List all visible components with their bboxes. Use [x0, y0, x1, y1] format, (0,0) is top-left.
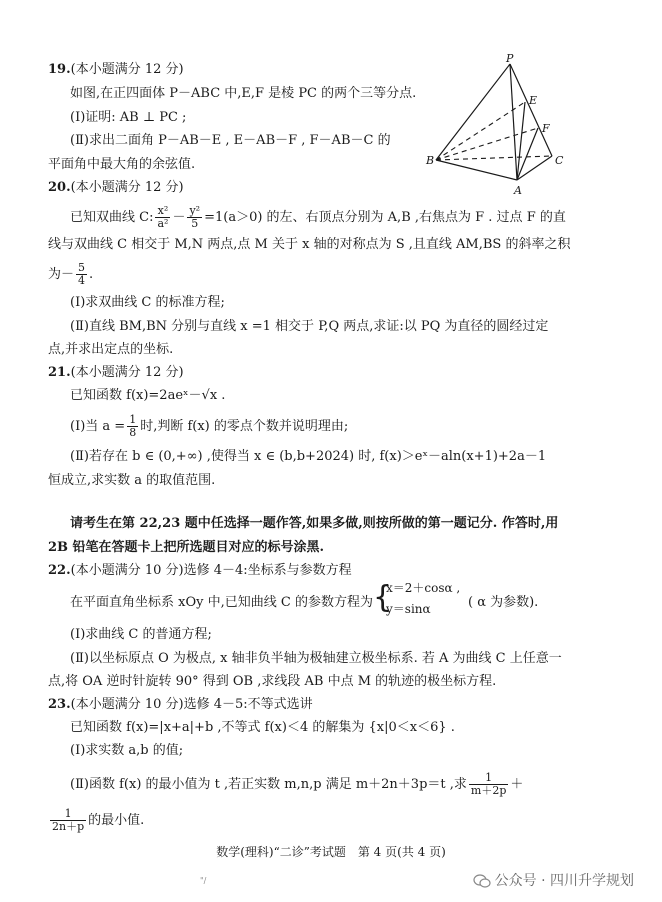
- q23-line-1: 已知函数 f(x)=|x+a|+b ,不等式 f(x)＜4 的解集为 {x|0＜x＜6} .: [70, 720, 455, 735]
- q22-part-2: (Ⅱ)以坐标原点 O 为极点, x 轴非负半轴为极轴建立极坐标系. 若 A 为曲线 C 上任意一: [70, 651, 562, 666]
- q20-header: 20.(本小题满分 12 分): [48, 180, 184, 195]
- q20-part-1: (Ⅰ)求双曲线 C 的标准方程;: [70, 295, 225, 310]
- q22-line-4: 点,将 OA 逆时针旋转 90° 得到 OB ,求线段 AB 中点 M 的轨迹的极坐标方程.: [48, 674, 497, 689]
- q19-line-4: 平面角中最大角的余弦值.: [48, 157, 196, 172]
- edge-pc: [510, 64, 552, 156]
- page-footer: 数学(理科)“二诊”考试题 第 4 页(共 4 页): [216, 845, 446, 859]
- q23-line-4: $\frac{1}{2n+p}$ 的最小值.: [52, 807, 145, 833]
- watermark: [473, 870, 634, 890]
- q20-line-2: 线与双曲线 C 相交于 M,N 两点,点 M 关于 x 轴的对称点为 S ,且直线 AM,BS 的斜率之积: [48, 237, 571, 252]
- q19-line-1: 如图,在正四面体 P－ABC 中,E,F 是棱 PC 的两个三等分点.: [70, 86, 417, 101]
- q20-line-3: 为－ $\frac{5}{4}$ .: [48, 261, 94, 287]
- q20-part-2: (Ⅱ)直线 BM,BN 分别与直线 x =1 相交于 P,Q 两点,求证:以 PQ 为直径的圆经过定: [70, 319, 549, 334]
- q21-header: 21.(本小题满分 12 分): [48, 365, 184, 380]
- edge-pa: [510, 64, 517, 180]
- label-a: A: [514, 184, 522, 197]
- q23-part-2: (Ⅱ)函数 f(x) 的最小值为 t ,若正实数 m,n,p 满足 m＋2n＋3p＝t ,求 $\frac{1}{m+2p}$ ＋: [70, 771, 524, 797]
- q23-header: 23.(本小题满分 10 分)选修 4－5:不等式选讲: [48, 697, 313, 712]
- edge-bf-dashed: [436, 128, 538, 160]
- tetrahedron-figure: [428, 52, 578, 200]
- label-f: F: [542, 122, 550, 135]
- q19-part-1: (Ⅰ)证明: AB ⊥ PC ;: [70, 110, 187, 125]
- choice-notice-line-1: 请考生在第 22,23 题中任选择一题作答,如果多做,则按所做的第一题记分. 作答时,用: [70, 516, 559, 531]
- q22-system-1: x＝2＋cosα ,: [386, 581, 461, 595]
- q22-header: 22.(本小题满分 10 分)选修 4－4:坐标系与参数方程: [48, 563, 352, 578]
- label-c: C: [555, 154, 564, 167]
- q22-brace: {: [373, 580, 393, 615]
- label-e: E: [529, 94, 538, 107]
- label-p: P: [506, 52, 514, 65]
- q21-part-2: (Ⅱ)若存在 b ∈ (0,+∞) ,使得当 x ∈ (b,b+2024) 时, f(x)＞eˣ－aln(x+1)+2a－1: [70, 449, 547, 464]
- q22-line-1a: 在平面直角坐标系 xOy 中,已知曲线 C 的参数方程为: [70, 595, 373, 610]
- q20-line-6: 点,并求出定点的坐标.: [48, 342, 174, 357]
- q22-system-2: y＝sinα: [386, 602, 431, 616]
- edge-bc-dashed: [436, 156, 552, 160]
- wechat-icon: [473, 874, 491, 888]
- q22-part-1: (Ⅰ)求曲线 C 的普通方程;: [70, 627, 212, 642]
- q23-part-1: (Ⅰ)求实数 a,b 的值;: [70, 743, 184, 758]
- q22-line-1b: ( α 为参数).: [468, 595, 539, 610]
- q21-line-4: 恒成立,求实数 a 的取值范围.: [48, 473, 216, 488]
- choice-notice-line-2: 2B 铅笔在答题卡上把所选题目对应的标号涂黑.: [48, 540, 325, 555]
- q21-line-1: 已知函数 f(x)=2aeˣ－√x .: [70, 388, 226, 403]
- q21-part-1: (Ⅰ)当 a = $\frac{1}{8}$ 时,判断 f(x) 的零点个数并说明理由;: [70, 413, 349, 439]
- edge-ae: [517, 102, 525, 180]
- watermark-text: 公众号 · 四川升学规划: [494, 873, 634, 889]
- q20-line-1: 已知双曲线 C: $\frac{\text{x²}}{\text{a²}}$ － $\frac{\text{y²}}{5}$ =1(a＞0) 的左、右顶点分别为 A,B ,右焦点为 F . 过点 F 的直: [70, 204, 566, 230]
- edge-be-dashed: [436, 102, 525, 160]
- scan-mark: "/: [200, 876, 207, 885]
- edge-pb: [436, 64, 510, 160]
- label-b: B: [426, 154, 435, 167]
- q19-part-2: (Ⅱ)求出二面角 P－AB－E , E－AB－F , F－AB－C 的: [70, 133, 391, 148]
- q19-header: 19.(本小题满分 12 分): [48, 62, 184, 77]
- edge-ba: [436, 160, 517, 180]
